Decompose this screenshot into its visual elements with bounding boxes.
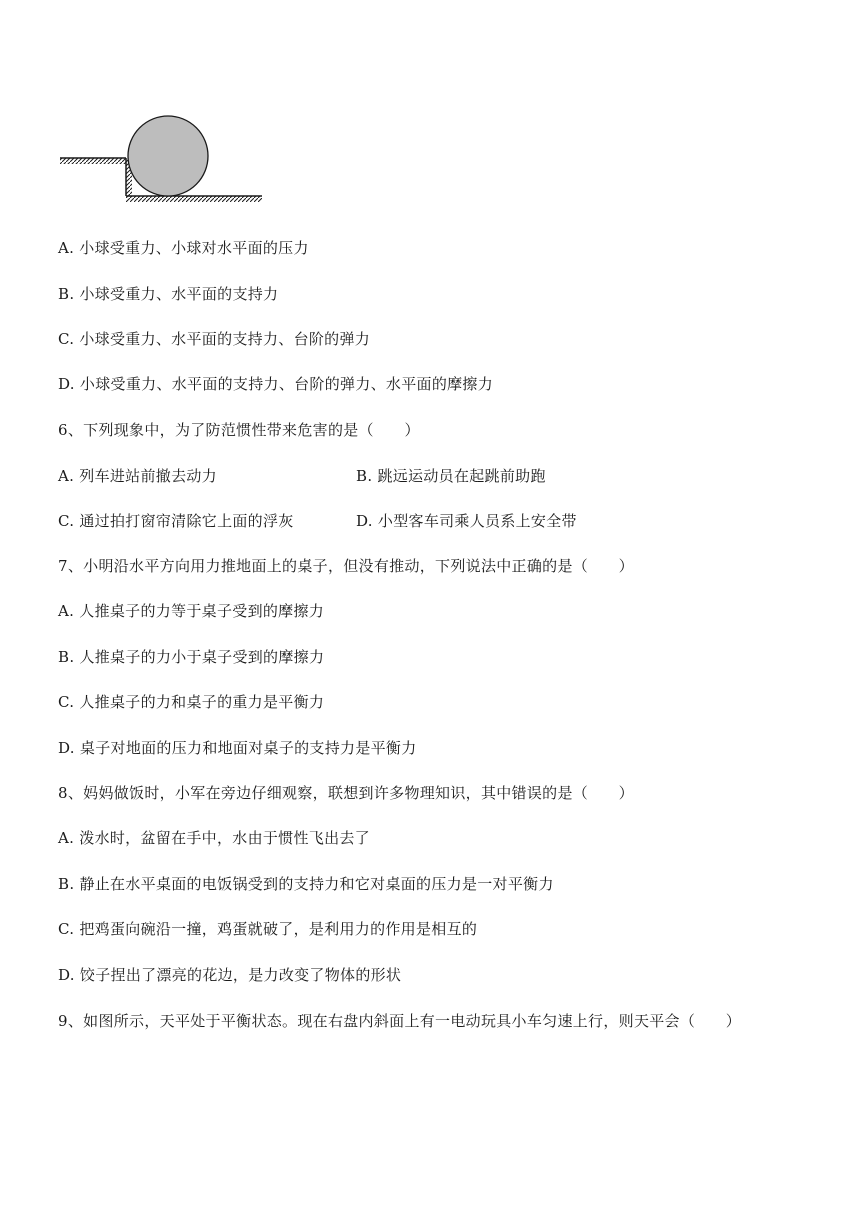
- q7-option-d: D. 桌子对地面的压力和地面对桌子的支持力是平衡力: [58, 739, 417, 757]
- q5-option-c: C. 小球受重力、水平面的支持力、台阶的弹力: [58, 330, 371, 348]
- q6-option-b: B. 跳远运动员在起跳前助跑: [356, 467, 546, 485]
- q9-stem: 9、如图所示，天平处于平衡状态。现在右盘内斜面上有一电动玩具小车匀速上行，则天平会（ ）: [58, 1012, 742, 1030]
- q7-option-c: C. 人推桌子的力和桌子的重力是平衡力: [58, 693, 325, 711]
- q8-option-b: B. 静止在水平桌面的电饭锅受到的支持力和它对桌面的压力是一对平衡力: [58, 875, 554, 893]
- q5-option-a: A. 小球受重力、小球对水平面的压力: [58, 239, 309, 257]
- ball-on-step-figure: [58, 110, 268, 210]
- q6-stem: 6、下列现象中，为了防范惯性带来危害的是（ ）: [58, 421, 420, 439]
- floor-hatch: [126, 196, 262, 202]
- q7-option-b: B. 人推桌子的力小于桌子受到的摩擦力: [58, 648, 325, 666]
- q6-option-a: A. 列车进站前撤去动力: [58, 467, 217, 485]
- q7-stem: 7、小明沿水平方向用力推地面上的桌子，但没有推动，下列说法中正确的是（ ）: [58, 557, 634, 575]
- q8-option-c: C. 把鸡蛋向碗沿一撞，鸡蛋就破了，是利用力的作用是相互的: [58, 920, 478, 938]
- upper-ledge-hatch: [60, 158, 126, 164]
- q6-option-d: D. 小型客车司乘人员系上安全带: [356, 512, 577, 530]
- q8-option-a: A. 泼水时，盆留在手中，水由于惯性飞出去了: [58, 829, 370, 847]
- q5-option-b: B. 小球受重力、水平面的支持力: [58, 285, 279, 303]
- q7-option-a: A. 人推桌子的力等于桌子受到的摩擦力: [58, 602, 325, 620]
- q5-option-d: D. 小球受重力、水平面的支持力、台阶的弹力、水平面的摩擦力: [58, 375, 494, 393]
- ball: [128, 116, 208, 196]
- q8-option-d: D. 饺子捏出了漂亮的花边，是力改变了物体的形状: [58, 966, 402, 984]
- q6-option-c: C. 通过拍打窗帘清除它上面的浮灰: [58, 512, 294, 530]
- q8-stem: 8、妈妈做饭时，小军在旁边仔细观察，联想到许多物理知识，其中错误的是（ ）: [58, 784, 634, 802]
